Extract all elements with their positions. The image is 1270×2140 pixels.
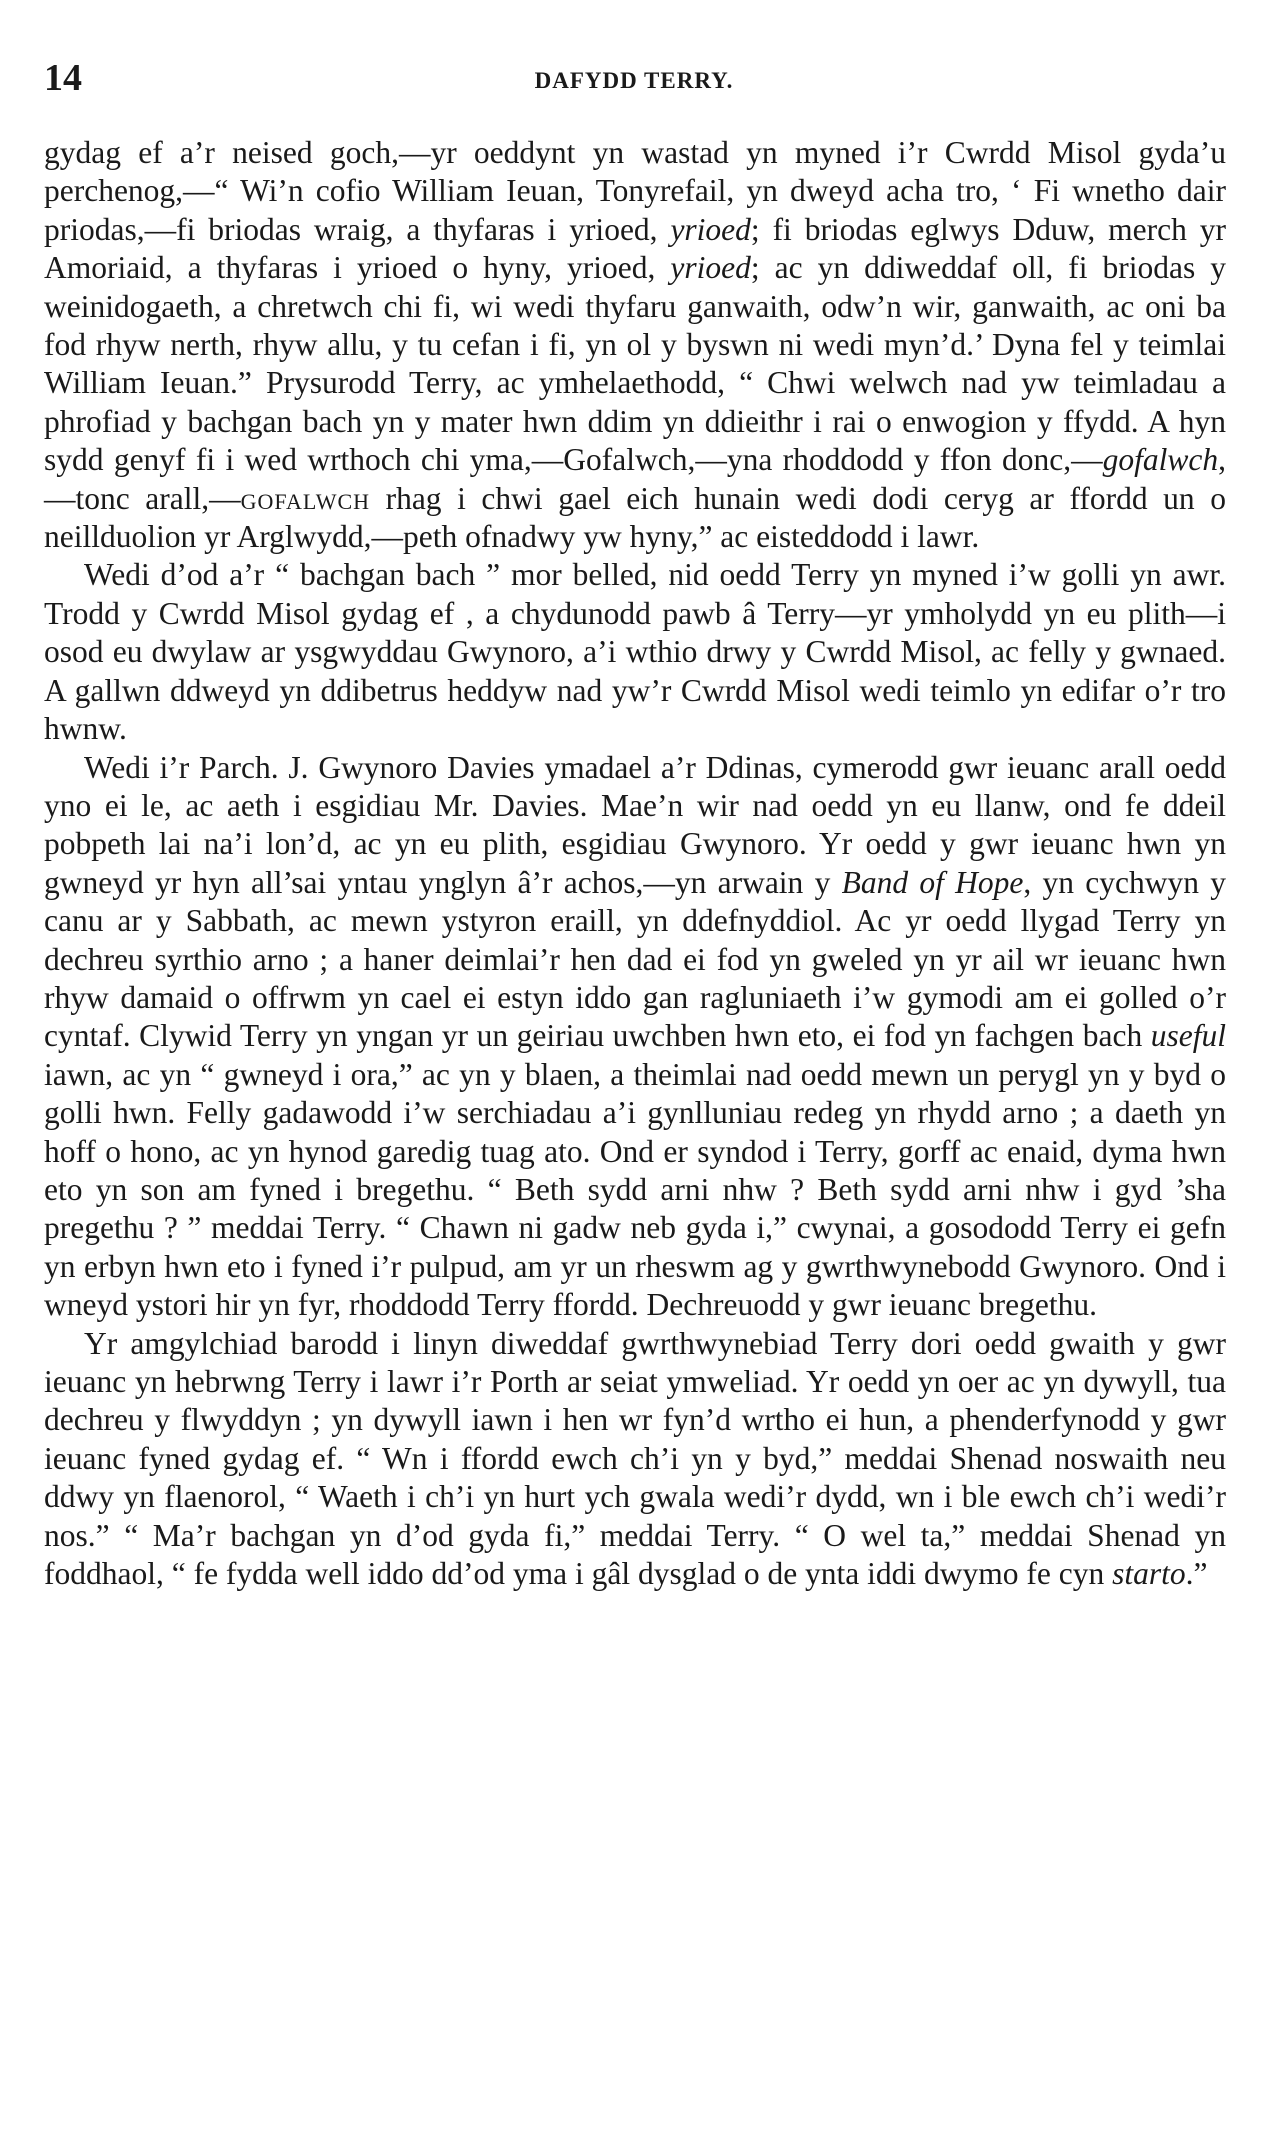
- small-caps-text: gofalwch: [240, 480, 371, 516]
- text-run: Wedi i’r Parch. J. Gwynoro Davies ymadael a’r Ddinas, cymerodd gwr ieuanc arall oedd yno ei le, ac aeth i esgidiau Mr. Davies. Mae’n wir nad oedd yn eu llanw, ond fe ddeil pobpeth lai na’i lon’d, ac yn eu plith, esgidiau Gwynoro. Yr oedd y gwr ieuanc hwn yn gwneyd yr hyn all’sai yntau ynglyn â’r achos,—yn arwain y: [44, 749, 1226, 900]
- body-text: [44, 134, 1226, 1593]
- running-head: DAFYDD TERRY.: [534, 68, 734, 93]
- text-run: , yn cychwyn y canu ar y Sabbath, ac mewn ystyron eraill, yn ddefnyddiol. Ac yr oedd llygad Terry yn dechreu syrthio arno ; a haner deimlai’r hen dad ei fod yn gweled yn yr ail wr ieuanc hwn rhyw damaid o offrwm yn cael ei estyn iddo gan ragluniaeth i’w gymodi am ei golled o’r cyntaf. Clywid Terry yn yngan yr un geiriau uwchben hwn eto, ei fod yn fachgen bach: [44, 864, 1226, 1054]
- page-header: [44, 56, 1224, 106]
- text-run: ; ac yn ddiweddaf oll, fi briodas y weinidogaeth, a chretwch chi fi, wi wedi thyfaru ganwaith, odw’n wir, ganwaith, ac oni ba fod rhyw nerth, rhyw allu, y tu cefan i fi, yn ol y byswn ni wedi myn’d.’ Dyna fel y teimlai William Ieuan.” Prysurodd Terry, ac ymhelaethodd, “ Chwi welwch nad yw teimladau a phrofiad y bachgan bach yn y mater hwn ddim yn ddieithr i rai o enwogion y ffydd. A hyn sydd genyf fi i wed wrthoch chi yma,—Gofalwch,—yna rhoddodd y ffon donc,—: [44, 250, 1226, 478]
- italic-text: yrioed: [670, 250, 751, 286]
- italic-text: gofalwch: [1102, 442, 1219, 478]
- text-run: .”: [1185, 1556, 1208, 1592]
- paragraph: [44, 134, 1226, 556]
- text-run: Wedi d’od a’r “ bachgan bach ” mor belled, nid oedd Terry yn myned i’w golli yn awr. Trodd y Cwrdd Misol gydag ef , a chydunodd pawb â Terry—yr ymholydd yn eu plith—i osod eu dwylaw ar ysgwyddau Gwynoro, a’i wthio drwy y Cwrdd Misol, ac felly y gwnaed. A gallwn ddweyd yn ddibetrus heddyw nad yw’r Cwrdd Misol wedi teimlo yn edifar o’r tro hwnw.: [44, 557, 1226, 747]
- text-run: iawn, ac yn “ gwneyd i ora,” ac yn y blaen, a theimlai nad oedd mewn un perygl yn y byd o golli hwn. Felly gadawodd i’w serchiadau a’i gynlluniau redeg yn rhydd arno ; a daeth yn hoff o hono, ac yn hynod garedig tuag ato. Ond er syndod i Terry, gorff ac enaid, dyma hwn eto yn son am fyned i bregethu. “ Beth sydd arni nhw ? Beth sydd arni nhw i gyd ’sha pregethu ? ” meddai Terry. “ Chawn ni gadw neb gyda i,” cwynai, a gosododd Terry ei gefn yn erbyn hwn eto i fyned i’r pulpud, am yr un rheswm ag y gwrthwynebodd Gwynoro. Ond i wneyd ystori hir yn fyr, rhoddodd Terry ffordd. Dechreuodd y gwr ieuanc bregethu.: [44, 1056, 1226, 1323]
- text-run: ,—tonc arall,—: [44, 442, 1226, 516]
- text-run: ; fi briodas eglwys Dduw, merch yr Amoriaid, a thyfaras i yrioed o hyny, yrioed,: [44, 211, 1226, 286]
- text-run: rhag i chwi gael eich hunain wedi dodi ceryg ar ffordd un o neillduolion yr Arglwydd,—peth ofnadwy yw hyny,” ac eisteddodd i lawr.: [44, 480, 1226, 555]
- text-run: Yr amgylchiad barodd i linyn diweddaf gwrthwynebiad Terry dori oedd gwaith y gwr ieuanc yn hebrwng Terry i lawr i’r Porth ar seiat ymweliad. Yr oedd yn oer ac yn dywyll, tua dechreu y flwyddyn ; yn dywyll iawn i hen wr fyn’d wrtho ei hun, a phenderfynodd y gwr ieuanc fyned gydag ef. “ Wn i ffordd ewch ch’i yn y byd,” meddai Shenad noswaith neu ddwy yn flaenorol, “ Waeth i ch’i yn hurt ych gwala wedi’r dydd, wn i ble ewch ch’i wedi’r nos.” “ Ma’r bachgan yn d’od gyda fi,” meddai Terry. “ O wel ta,” meddai Shenad yn foddhaol, “ fe fydda well iddo dd’od yma i gâl dysglad o de ynta iddi dwymo fe cyn: [44, 1325, 1226, 1592]
- paragraph: [44, 1325, 1226, 1594]
- paragraph: [44, 749, 1226, 1325]
- page-number: 14: [44, 57, 82, 99]
- text-run: gydag ef a’r neised goch,—yr oeddynt yn wastad yn myned i’r Cwrdd Misol gyda’u perchenog,—“ Wi’n cofio William Ieuan, Tonyrefail, yn dweyd acha tro, ‘ Fi wnetho dair priodas,—fi briodas wraig, a thyfaras i yrioed,: [44, 135, 1226, 247]
- italic-text: yrioed: [670, 211, 751, 247]
- italic-text: starto: [1112, 1556, 1186, 1592]
- paragraph: [44, 556, 1226, 748]
- italic-text: useful: [1150, 1018, 1226, 1054]
- italic-text: Band of Hope: [841, 864, 1024, 900]
